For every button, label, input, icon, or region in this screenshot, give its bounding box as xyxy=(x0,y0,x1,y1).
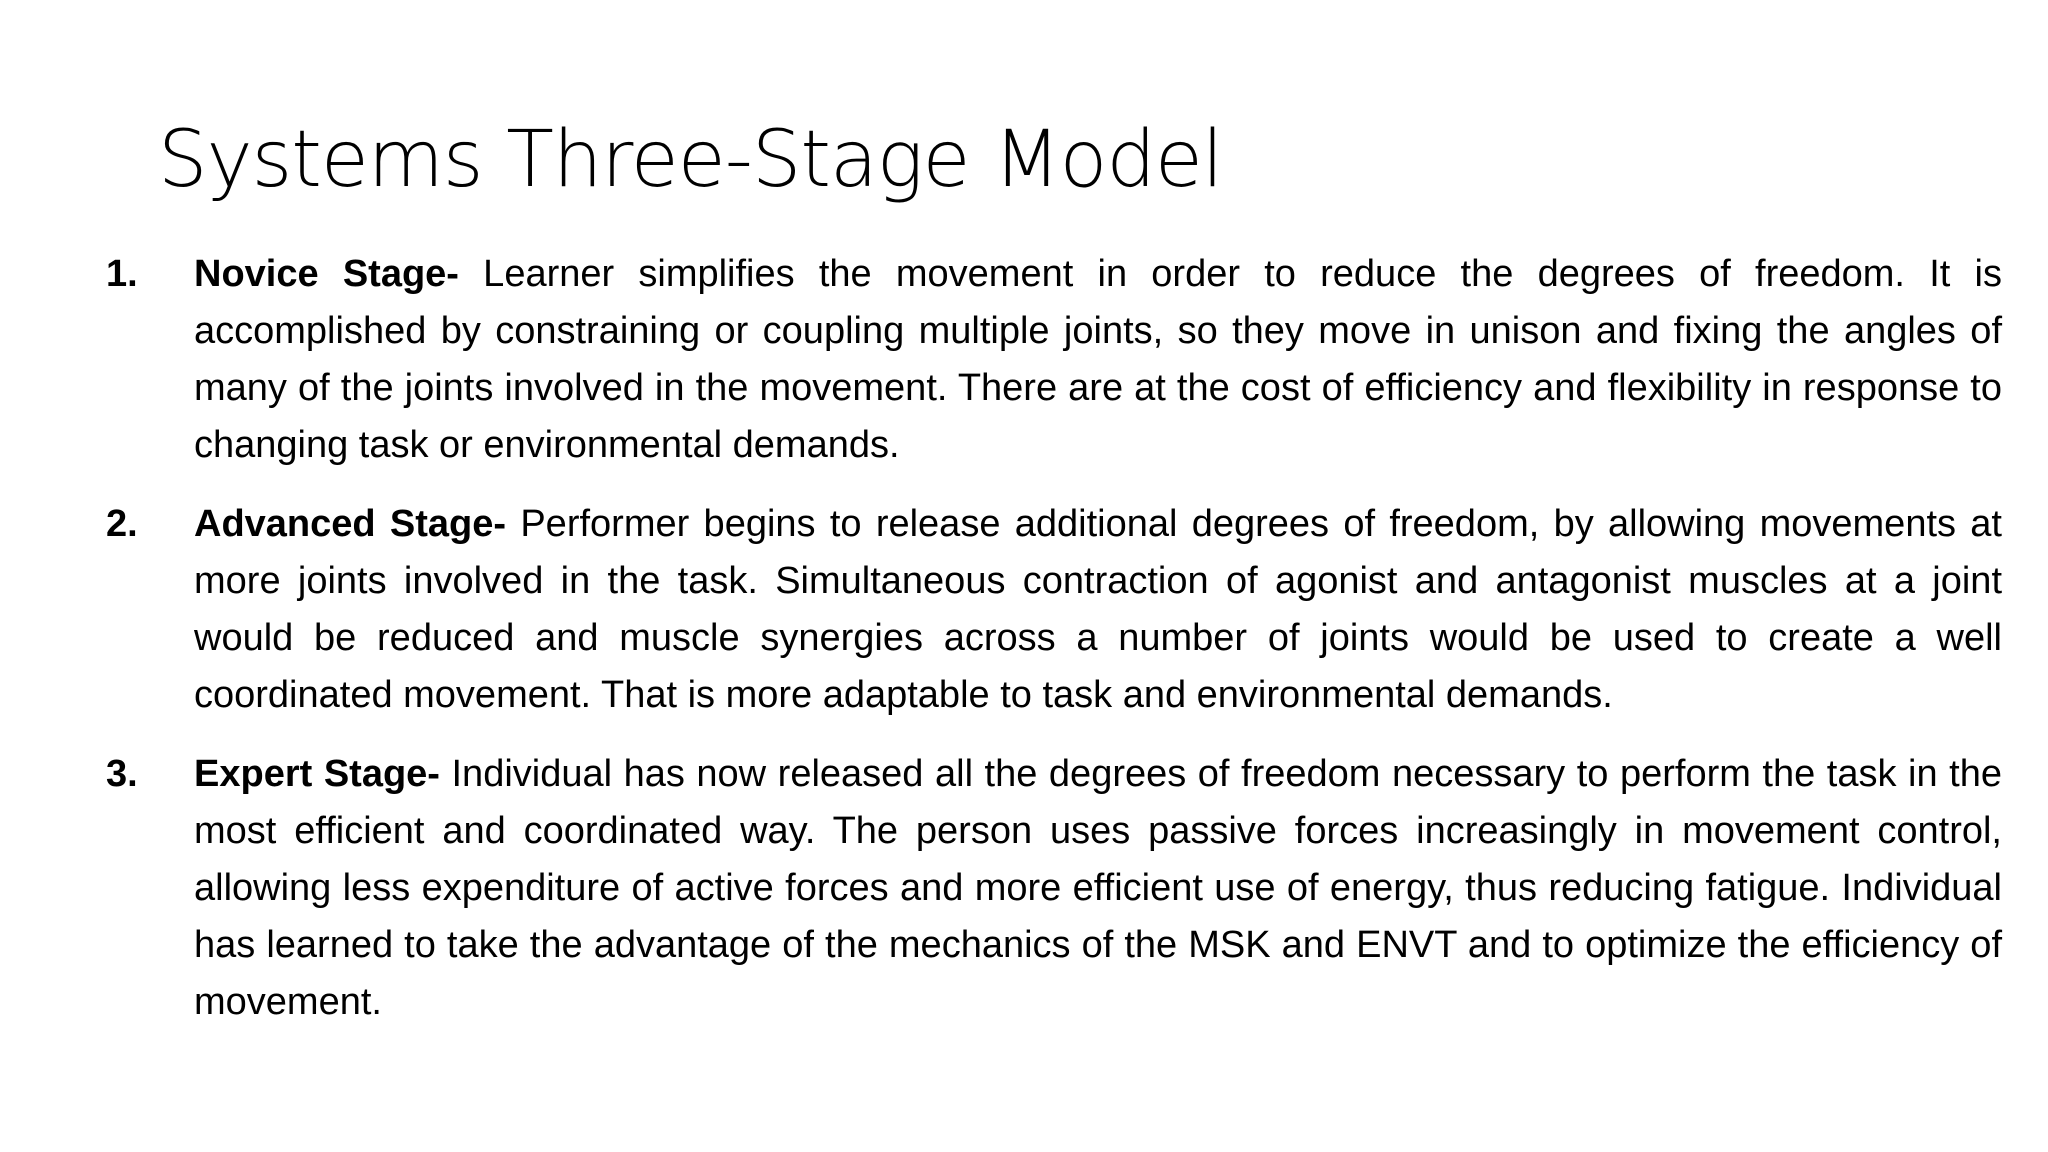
item-number: 3. xyxy=(106,753,138,795)
item-body: Individual has now released all the degrees of freedom necessary to perform the task in the most efficient and coordinated way. The person uses passive forces increasingly in movement control, allowing less expenditure of active forces and more efficient use of energy, thus reducing fatigue. Individual has learned to take the advantage of the mechanics of the MSK and ENVT and to optimize the efficiency of movement. xyxy=(194,753,2002,1023)
item-text xyxy=(194,246,2002,474)
list-item-advanced-stage xyxy=(106,496,2002,724)
item-body: Learner simplifies the movement in order to reduce the degrees of freedom. It is accomplished by constraining or coupling multiple joints, so they move in unison and fixing the angles of many of the joints involved in the movement. There are at the cost of efficiency and flexibility in response to changing task or environmental demands. xyxy=(194,253,2002,466)
item-heading: Advanced Stage- xyxy=(194,503,507,545)
list-item-expert-stage xyxy=(106,746,2002,1031)
item-text xyxy=(194,746,2002,1031)
item-body: Performer begins to release additional degrees of freedom, by allowing movements at more joints involved in the task. Simultaneous contraction of agonist and antagonist muscles at a joint would be reduced and muscle synergies across a number of joints would be used to create a well coordinated movement. That is more adaptable to task and environmental demands. xyxy=(194,503,2002,716)
item-number: 1. xyxy=(106,253,138,295)
stage-list xyxy=(106,246,2002,1053)
item-text xyxy=(194,496,2002,724)
item-number: 2. xyxy=(106,503,138,545)
item-heading: Expert Stage- xyxy=(194,753,440,795)
item-heading: Novice Stage- xyxy=(194,253,459,295)
list-item-novice-stage xyxy=(106,246,2002,474)
slide-title: Systems Three-Stage Model xyxy=(158,115,1223,205)
